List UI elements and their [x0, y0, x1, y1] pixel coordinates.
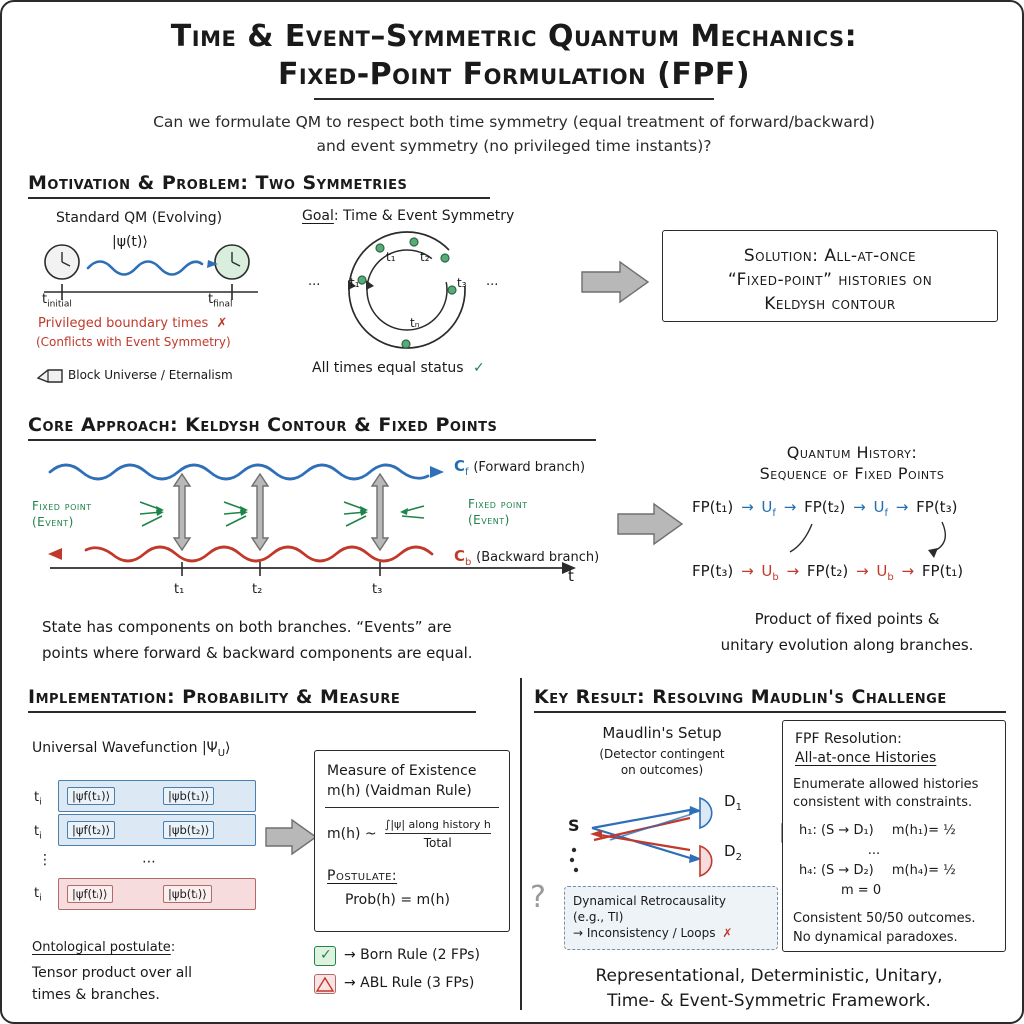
core-caption-line-2: points where forward & backward components are equal. — [42, 644, 473, 662]
footer-line-2: Time- & Event-Symmetric Framework. — [607, 991, 931, 1011]
postulate-formula: Prob(h) = m(h) — [345, 892, 450, 909]
universal-wavefunction-label: Universal Wavefunction $|\Psi_U⟩$ — [32, 740, 231, 759]
psi-of-t-label: |ψ(t)⟩ — [112, 234, 148, 250]
goal-label: Goal: Time & Event Symmetry — [302, 208, 515, 224]
stack-forward-3: |ψf(tᵢ)⟩ — [67, 885, 113, 903]
resolution-h4-row: h₄: (S → D₂) m(h₄)= ½ — [799, 863, 956, 878]
all-times-equal-label: All times equal status ✓ — [312, 360, 485, 376]
stack-vertical-dots: ⋮ — [38, 852, 52, 868]
page-title — [2, 18, 1024, 94]
history-row-forward: $FP(t_1) \to U_f \to FP(t_2) \to U_f \to FP(t_3)$ — [692, 498, 958, 519]
resolution-body-1: Enumerate allowed histories — [793, 777, 979, 792]
section-header-core: Core Approach: Keldysh Contour & Fixed Points — [28, 414, 498, 436]
stack-backward-2: |ψb(t₂)⟩ — [163, 821, 214, 839]
stack-forward-2: |ψf(t₂)⟩ — [67, 821, 115, 839]
postulate-label: Postulate: — [327, 868, 398, 885]
core-caption-line-1: State has components on both branches. “Events” are — [42, 618, 452, 636]
measure-numerator: ∫|ψ| along history h — [384, 818, 491, 832]
u-forward-2: $U_f$ — [873, 498, 889, 519]
ring-label-t1-inner: t₁ — [350, 276, 360, 290]
detector-2-label: $D_2$ — [724, 842, 742, 863]
measure-of-existence-box — [314, 750, 510, 932]
framework-footer — [530, 964, 1008, 1014]
retro-line-3: → Inconsistency / Loops ✗ — [573, 926, 733, 940]
fixed-point-label-right: Fixed point (Event) — [468, 497, 528, 527]
quantum-history-title: Quantum History: Sequence of Fixed Points — [759, 443, 945, 483]
t-initial-label — [42, 292, 72, 310]
solution-line-2: “Fixed-point” histories on — [727, 270, 933, 290]
ring-label-t2: t₂ — [420, 250, 430, 264]
resolution-dots: ... — [867, 843, 881, 858]
standard-qm-label: Standard QM (Evolving) — [56, 210, 223, 226]
ring-label-t3-inner: t₃ — [457, 276, 467, 290]
stack-backward-1: |ψb(t₁)⟩ — [163, 787, 214, 805]
backward-branch-label: $C_b$ (Backward branch) — [454, 547, 600, 568]
arrow-to-solution — [580, 260, 652, 306]
measure-formula-lead: m(h) ~ — [327, 826, 377, 843]
ring-label-tn: tₙ — [410, 316, 420, 330]
goal-ring-diagram — [302, 228, 512, 358]
footer-line-1: Representational, Deterministic, Unitary, — [595, 966, 943, 986]
source-label: S — [568, 816, 580, 835]
measure-title-2: m(h) (Vaidman Rule) — [327, 783, 472, 799]
time-axis-label: t — [568, 567, 574, 585]
forward-branch-label: $C_f$ (Forward branch) — [454, 457, 586, 478]
title-line-2: Fixed-Point Formulation (FPF) — [277, 57, 751, 92]
stack-backward-3: |ψb(tᵢ)⟩ — [163, 885, 212, 903]
stack-time-label-1: $t_i$ — [34, 790, 42, 808]
green-check-box-icon: ✓ — [314, 946, 336, 966]
ontological-postulate-body: Tensor product over all times & branches. — [32, 965, 193, 1003]
stack-time-label-3: $t_i$ — [34, 886, 42, 904]
stack-forward-1: |ψf(t₁)⟩ — [67, 787, 115, 805]
check-icon: ✓ — [472, 360, 485, 376]
resolution-m-zero: m = 0 — [841, 883, 882, 898]
measure-denominator: Total — [423, 836, 452, 851]
section-header-motivation: Motivation & Problem: Two Symmetries — [28, 172, 408, 194]
section-underline-key-result — [534, 711, 1006, 713]
t-final-label — [208, 292, 233, 310]
resolution-body-2: consistent with constraints. — [793, 795, 973, 810]
resolution-h1-row: h₁: (S → D₁) m(h₁)= ½ — [799, 823, 956, 838]
stack-layer-3 — [58, 878, 256, 910]
column-divider — [520, 678, 522, 1010]
maudlin-setup-subtitle: (Detector contingent on outcomes) — [599, 747, 725, 777]
ring-ellipsis-right: ... — [486, 274, 499, 289]
title-line-1: Time & Event–Symmetric Quantum Mechanics: — [170, 19, 858, 54]
history-row-backward: $FP(t_3) \to U_b \to FP(t_2) \to U_b \to FP(t_1)$ — [692, 562, 964, 583]
ring-ellipsis-left: ... — [308, 274, 321, 289]
section-header-key-result: Key Result: Resolving Maudlin's Challenge — [534, 686, 947, 708]
stack-time-label-2: $t_i$ — [34, 824, 42, 842]
t-final-sub: final — [213, 299, 233, 310]
u-forward-1: $U_f$ — [761, 498, 776, 519]
fpf-resolution-box — [782, 720, 1006, 952]
ring-label-t1-outer: t₁ — [386, 250, 396, 264]
cross-icon: ✗ — [216, 316, 228, 331]
privileged-times-line-1: Privileged boundary times ✗ — [38, 316, 228, 331]
legend-born-rule-label: → Born Rule (2 FPs) — [344, 947, 480, 963]
measure-title-1: Measure of Existence — [327, 763, 477, 779]
fixed-point-label-left: Fixed point (Event) — [32, 499, 92, 529]
section-underline-core — [28, 439, 596, 441]
solution-line-1: Solution: All-at-once — [743, 246, 917, 266]
arrow-to-measure — [264, 818, 320, 858]
retro-line-2: (e.g., TI) — [573, 910, 624, 924]
subtitle — [92, 110, 936, 158]
cross-icon-retro: ✗ — [722, 926, 733, 940]
ontological-postulate-label: Ontological postulate: — [32, 940, 176, 955]
arrow-to-history — [616, 502, 686, 548]
t-final-base: t — [208, 292, 214, 307]
history-wrap-arrows — [692, 520, 992, 560]
stack-layer-2 — [58, 814, 256, 846]
title-underline — [314, 98, 714, 100]
solution-line-3: Keldysh contour — [764, 294, 896, 314]
core-caption — [42, 614, 473, 666]
retrocausality-box — [564, 886, 778, 950]
block-universe-icon — [36, 364, 64, 388]
resolution-title-1: FPF Resolution: — [795, 731, 902, 747]
stack-layer-1 — [58, 780, 256, 812]
section-underline-implementation — [28, 711, 476, 713]
section-header-implementation: Implementation: Probability & Measure — [28, 686, 401, 708]
stack-horizontal-dots: ⋯ — [142, 854, 156, 870]
t-initial-sub: initial — [47, 299, 72, 310]
measure-divider — [325, 807, 499, 808]
resolution-title-2: All-at-once Histories — [795, 750, 937, 766]
resolution-conclusion-2: No dynamical paradoxes. — [793, 930, 958, 945]
history-caption: Product of fixed points & unitary evolution along branches. — [720, 610, 974, 654]
t-initial-base: t — [42, 292, 48, 307]
u-backward-2: $U_b$ — [876, 562, 894, 583]
subtitle-line-2: and event symmetry (no privileged time instants)? — [316, 137, 712, 155]
tick-label-t3: t₃ — [372, 582, 383, 597]
section-underline-motivation — [28, 197, 490, 199]
red-triangle-box-icon — [314, 974, 336, 994]
retro-line-1: Dynamical Retrocausality — [573, 894, 726, 908]
block-universe-label: Block Universe / Eternalism — [68, 368, 233, 382]
tick-label-t1: t₁ — [174, 582, 185, 597]
question-mark-icon: ? — [530, 880, 546, 915]
subtitle-line-1: Can we formulate QM to respect both time symmetry (equal treatment of forward/backward) — [153, 113, 875, 131]
solution-box — [662, 230, 998, 322]
detector-1-label: $D_1$ — [724, 792, 742, 813]
u-backward-1: $U_b$ — [761, 562, 779, 583]
resolution-conclusion-1: Consistent 50/50 outcomes. — [793, 911, 976, 926]
maudlin-setup-title: Maudlin's Setup — [602, 724, 722, 742]
privileged-times-line-2: (Conflicts with Event Symmetry) — [36, 335, 231, 349]
tick-label-t2: t₂ — [252, 582, 263, 597]
legend-abl-rule-label: → ABL Rule (3 FPs) — [344, 975, 475, 991]
